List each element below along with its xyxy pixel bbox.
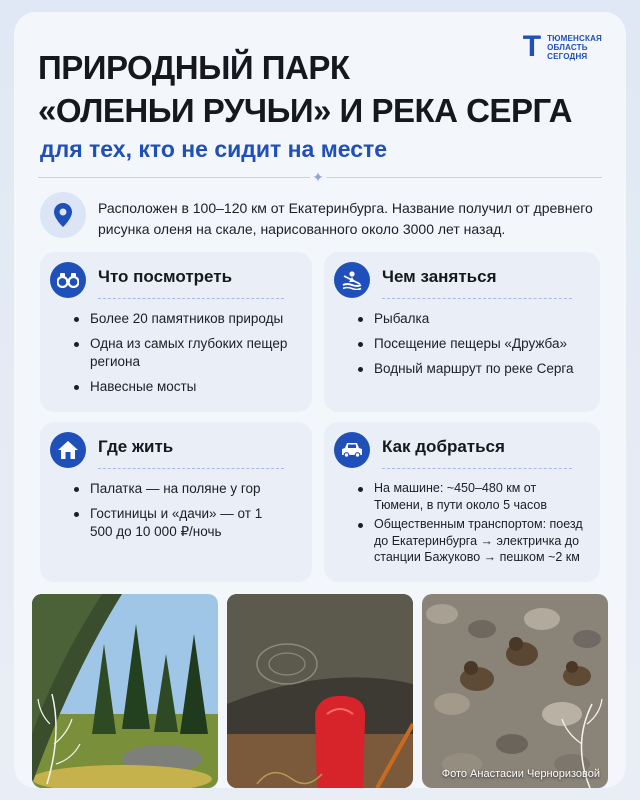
section-where-to-stay — [40, 422, 312, 582]
list-item: Посещение пещеры «Дружба» — [358, 335, 588, 353]
logo-line: СЕГОДНЯ — [547, 52, 588, 61]
subtitle: для тех, кто не сидит на месте — [40, 136, 388, 162]
section-list — [74, 310, 300, 403]
logo-mark-icon: T — [522, 30, 542, 63]
section-title: Где жить — [98, 437, 174, 456]
list-item: Рыбалка — [358, 310, 588, 328]
logo-line: ТЮМЕНСКАЯ — [547, 34, 602, 43]
photo-caption: Фото Анастасии Черноризовой — [441, 768, 600, 780]
forest-tent-photo — [32, 594, 218, 788]
list-item: Палатка — на поляне у гор — [74, 480, 300, 498]
section-title: Что посмотреть — [98, 267, 233, 286]
section-divider — [382, 468, 572, 469]
title-line-2: «ОЛЕНЬИ РУЧЬИ» И РЕКА СЕРГА — [38, 92, 572, 129]
page-title — [38, 46, 598, 132]
kayak-river-photo — [227, 594, 413, 788]
binoculars-icon — [50, 262, 86, 298]
location-pin-icon — [40, 192, 86, 238]
section-what-to-do — [324, 252, 600, 412]
list-item: На машине: ~450–480 км от Тюмени, в пути около 5 часов — [358, 480, 588, 513]
section-title: Чем заняться — [382, 267, 497, 286]
location-text: Расположен в 100–120 км от Екатеринбурга. Название получил от древнего рисунка оленя на скале, нарисованного около 3000 лет назад. — [98, 200, 593, 237]
list-item: Водный маршрут по реке Серга — [358, 360, 588, 378]
car-icon — [334, 432, 370, 468]
sparkle-icon: ✦ — [310, 169, 326, 185]
section-divider — [382, 298, 572, 299]
photo-strip — [32, 594, 608, 788]
ducklings-pebbles-photo — [422, 594, 608, 788]
section-list — [74, 480, 300, 548]
list-item: Гостиницы и «дачи» — от 1 500 до 10 000 ₽/ночь — [74, 505, 264, 541]
section-what-to-see — [40, 252, 312, 412]
infographic-card — [14, 12, 626, 788]
list-item: Более 20 памятников природы — [74, 310, 300, 328]
section-title: Как добраться — [382, 437, 505, 456]
list-item: Общественным транспортом: поезд до Екатеринбурга → электричка до станции Бажуково → пешком ~2 км — [358, 516, 588, 566]
section-how-to-get — [324, 422, 600, 582]
section-divider — [98, 298, 284, 299]
rafting-icon — [334, 262, 370, 298]
section-list — [358, 310, 588, 385]
section-divider — [98, 468, 284, 469]
house-icon — [50, 432, 86, 468]
list-item: Одна из самых глубоких пещер региона — [74, 335, 300, 371]
list-item: Навесные мосты — [74, 378, 300, 396]
section-list — [358, 480, 588, 569]
logo-line: ОБЛАСТЬ — [547, 43, 588, 52]
title-line-1: ПРИРОДНЫЙ ПАРК — [38, 49, 350, 86]
